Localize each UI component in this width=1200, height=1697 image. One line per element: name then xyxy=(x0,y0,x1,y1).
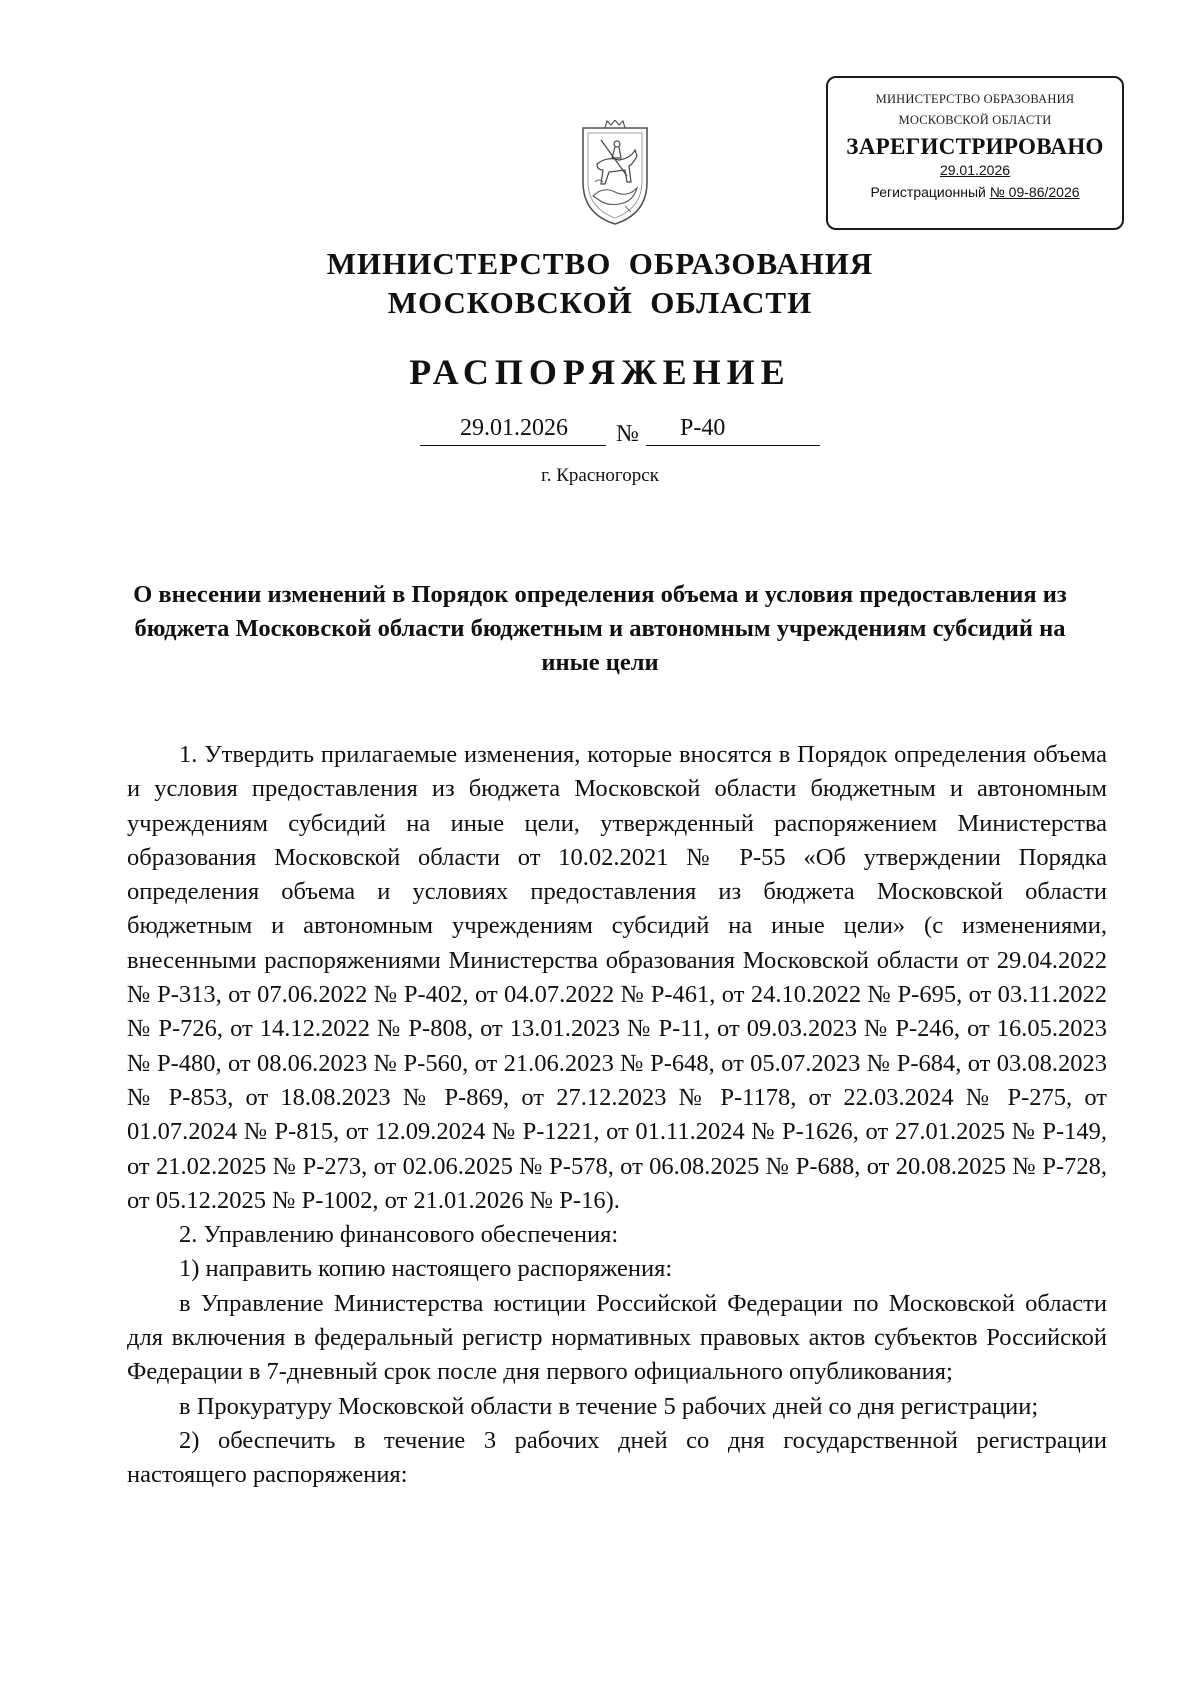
document-body xyxy=(127,738,1107,1493)
document-number: Р-40 xyxy=(680,415,726,441)
stamp-reg-number: № 09-86/2026 xyxy=(989,184,1080,200)
number-sign: № xyxy=(616,421,639,447)
paragraph-3: 1) направить копию настоящего распоряжения: xyxy=(179,1255,673,1283)
ministry-name-line1: МИНИСТЕРСТВО ОБРАЗОВАНИЯ xyxy=(326,246,874,281)
paragraph-4: в Управление Министерства юстиции Российской Федерации по Московской области для включения в федеральный регистр нормативных правовых актов субъектов Российской Федерации в 7-дневный срок после дня первого официального опубликования; xyxy=(127,1289,1107,1386)
document-type: РАСПОРЯЖЕНИЕ xyxy=(409,352,791,392)
date-number-row xyxy=(420,415,820,451)
stamp-reg-label: Регистрационный xyxy=(870,184,986,200)
stamp-ministry-line1: МИНИСТЕРСТВО ОБРАЗОВАНИЯ xyxy=(875,92,1075,106)
registration-stamp xyxy=(826,76,1124,230)
number-underline xyxy=(646,445,820,446)
document-date: 29.01.2026 xyxy=(460,415,568,441)
ministry-name-line2: МОСКОВСКОЙ ОБЛАСТИ xyxy=(387,285,813,320)
paragraph-1: 1. Утвердить прилагаемые изменения, которые вносятся в Порядок определения объема и условия предоставления из бюджета Московской области бюджетным и автономным учреждениям субсидий на иные цели, утвержденный распоряжением Министерства образования Московской области от 10.02.2021 № Р-55 «Об утверждении Порядка определения объема и условиях предоставления из бюджета Московской области бюджетным и автономным учреждениям субсидий на иные цели» (с изменениями, внесенными распоряжениями Министерства образования Московской области от 29.04.2022 № Р-313, от 07.06.2022 № Р-402, от 04.07.2022 № Р-461, от 24.10.2022 № Р-695, от 03.11.2022 № Р-726, от 14.12.2022 № Р-808, от 13.01.2023 № Р-11, от 09.03.2023 № Р-246, от 16.05.2023 № Р-480, от 08.06.2023 № Р-560, от 21.06.2023 № Р-648, от 05.07.2023 № Р-684, от 03.08.2023 № Р-853, от 18.08.2023 № Р-869, от 27.12.2023 № Р-1178, от 22.03.2024 № Р-275, от 01.07.2024 № Р-815, от 12.09.2024 № Р-1221, от 01.11.2024 № Р-1626, от 27.01.2025 № Р-149, от 21.02.2025 № Р-273, от 02.06.2025 № Р-578, от 06.08.2025 № Р-688, от 20.08.2025 № Р-728, от 05.12.2025 № Р-1002, от 21.01.2026 № Р-16). xyxy=(127,741,1107,1214)
date-underline xyxy=(420,445,606,446)
stamp-registration xyxy=(828,184,1122,200)
paragraph-5: в Прокуратуру Московской области в течение 5 рабочих дней со дня регистрации; xyxy=(179,1392,1039,1420)
paragraph-2: 2. Управлению финансового обеспечения: xyxy=(179,1221,619,1249)
stamp-ministry-line2: МОСКОВСКОЙ ОБЛАСТИ xyxy=(898,113,1052,127)
paragraph-6: 2) обеспечить в течение 3 рабочих дней со дня государственной регистрации настоящего распоряжения: xyxy=(127,1426,1107,1489)
stamp-status: ЗАРЕГИСТРИРОВАНО xyxy=(846,134,1104,159)
stamp-date: 29.01.2026 xyxy=(939,162,1011,178)
coat-of-arms-icon xyxy=(579,120,651,226)
document-title: О внесении изменений в Порядок определения объема и условия предоставления из бюджета Московской области бюджетным и автономным учреждениям субсидий на иные цели xyxy=(133,581,1067,676)
document-city: г. Красногорск xyxy=(541,465,659,486)
